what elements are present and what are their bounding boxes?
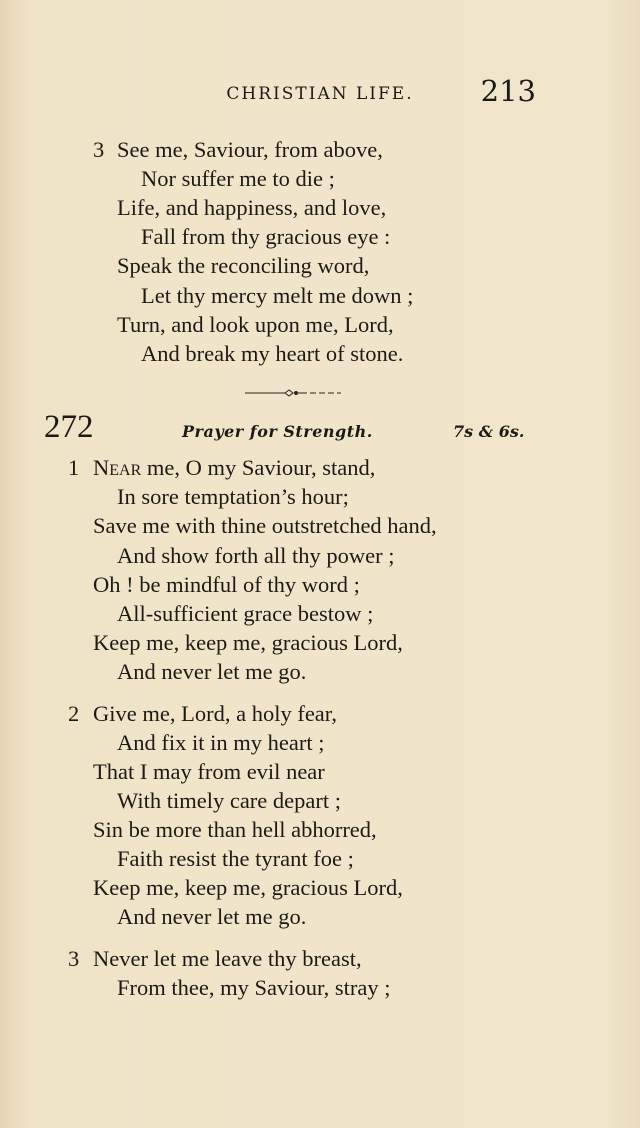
running-header: CHRISTIAN LIFE. xyxy=(226,84,414,104)
hymn-line: Turn, and look upon me, Lord, xyxy=(117,312,394,337)
verse-number: 3 xyxy=(68,946,80,971)
hymn-line: And never let me go. xyxy=(117,904,307,929)
first-line-rest: me, O my Saviour, stand, xyxy=(141,455,376,480)
hymn-line: Fall from thy gracious eye : xyxy=(141,224,391,249)
hymn-line: All-sufficient grace bestow ; xyxy=(117,601,374,626)
hymn-line: Let thy mercy melt me down ; xyxy=(141,283,414,308)
verse-number: 3 xyxy=(93,137,105,162)
hymn-meter: 7s & 6s. xyxy=(453,422,525,441)
hymn-line: Nor suffer me to die ; xyxy=(141,166,335,191)
hymn-line: Save me with thine outstretched hand, xyxy=(93,513,437,538)
hymn-line: Oh ! be mindful of thy word ; xyxy=(93,572,360,597)
hymn-line: Speak the reconciling word, xyxy=(117,253,370,278)
page-number: 213 xyxy=(480,74,536,108)
hymn-line: And break my heart of stone. xyxy=(141,341,404,366)
hymn-line: Never let me leave thy breast, xyxy=(93,946,362,971)
hymn-number: 272 xyxy=(44,409,94,445)
hymn-line: Faith resist the tyrant foe ; xyxy=(117,846,354,871)
hymn-title: Prayer for Strength. xyxy=(182,422,373,441)
first-word: Near xyxy=(93,455,142,480)
hymn-line: With timely care depart ; xyxy=(117,788,342,813)
verse-number: 1 xyxy=(68,455,80,480)
hymn-line: And show forth all thy power ; xyxy=(117,543,395,568)
verse-number: 2 xyxy=(68,701,80,726)
hymn-line: See me, Saviour, from above, xyxy=(117,137,383,162)
hymn-line: Sin be more than hell abhorred, xyxy=(93,817,377,842)
hymn-line: Give me, Lord, a holy fear, xyxy=(93,701,338,726)
hymn-line: Keep me, keep me, gracious Lord, xyxy=(93,875,403,900)
hymn-line: And never let me go. xyxy=(117,659,307,684)
hymn-line xyxy=(93,457,375,480)
hymn-line: In sore temptation’s hour; xyxy=(117,484,349,509)
hymn-line: Keep me, keep me, gracious Lord, xyxy=(93,630,403,655)
hymn-line: From thee, my Saviour, stray ; xyxy=(117,975,391,1000)
ornament-divider xyxy=(245,386,341,400)
hymn-line: And fix it in my heart ; xyxy=(117,730,325,755)
hymn-line: That I may from evil near xyxy=(93,759,325,784)
hymn-line: Life, and happiness, and love, xyxy=(117,195,387,220)
